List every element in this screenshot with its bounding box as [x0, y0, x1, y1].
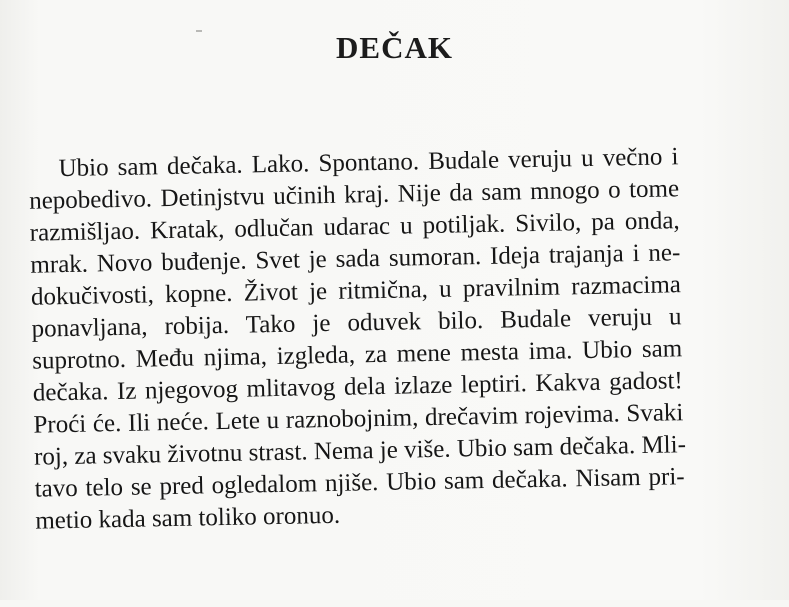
text-line: dokučivosti, kopne. Život je ritmična, u pravilnim razmacima	[30, 271, 682, 311]
text-line: tavo telo se pred ogledalom njiše. Ubio sam dečaka. Nisam pri-	[34, 463, 685, 503]
text-line: roj, za svaku životnu strast. Nema je više. Ubio sam dečaka. Mli-	[33, 431, 687, 471]
text-line: dečaka. Iz njegovog mlitavog dela izlaze leptiri. Kakva gadost!	[32, 367, 684, 407]
page-title: DEČAK	[336, 30, 453, 65]
text-line: razmišljao. Kratak, odlučan udarac u potiljak. Sivilo, pa onda,	[29, 207, 680, 247]
text-line: metio kada sam toliko oronuo.	[35, 501, 341, 535]
text-line: Proći će. Ili neće. Lete u raznobojnim, drečavim rojevima. Svaki	[33, 399, 684, 439]
text-line: suprotno. Među njima, izgleda, za mene mesta ima. Ubio sam	[31, 335, 683, 375]
text-line: ponavljana, robija. Tako je oduvek bilo. Budale veruju u	[31, 303, 682, 343]
text-line: nepobedivo. Detinjstvu učinih kraj. Nije da sam mnogo o tome	[28, 175, 680, 215]
text-line: mrak. Novo buđenje. Svet je sada sumoran. Ideja trajanja i ne-	[30, 239, 681, 279]
text-line: Ubio sam dečaka. Lako. Spontano. Budale veruju u večno i	[58, 143, 679, 183]
